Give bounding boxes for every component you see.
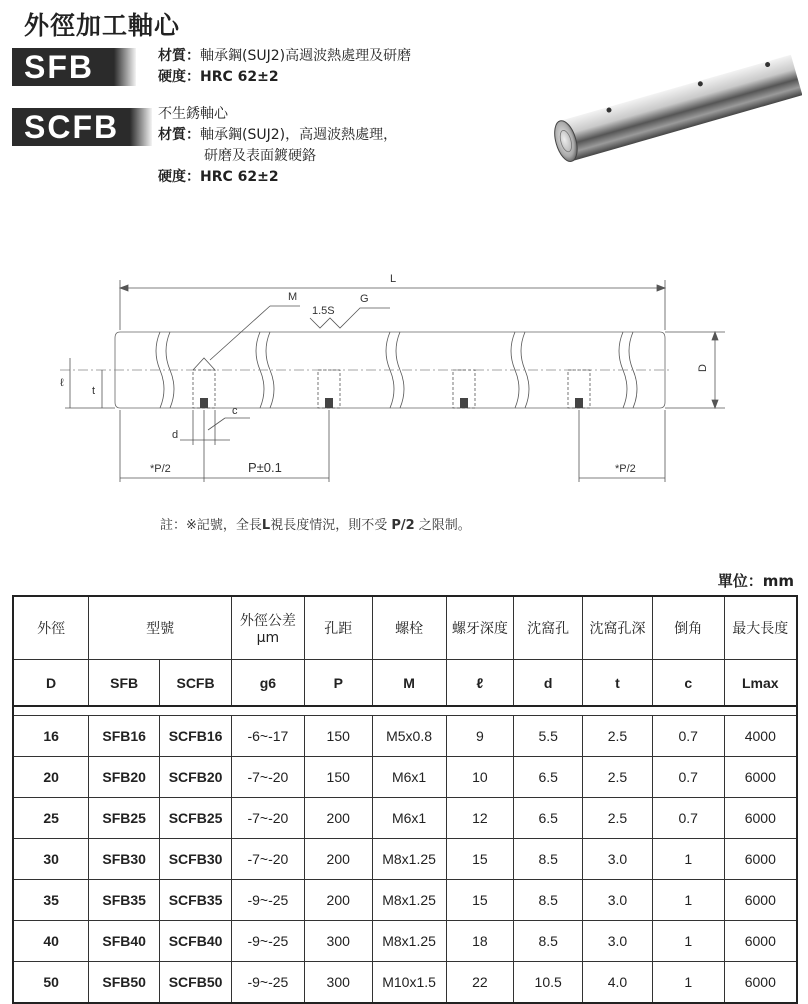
table-cell: 22: [446, 962, 514, 1004]
table-cell: 4000: [724, 716, 797, 757]
table-cell: 300: [304, 962, 372, 1004]
table-cell: -9~-25: [232, 880, 305, 921]
header-cell: 螺牙深度: [446, 596, 514, 660]
spacer-cell: [13, 706, 797, 716]
label-ell: ℓ: [60, 377, 64, 389]
scfb-material-1: 軸承鋼(SUJ2)，高週波熱處理，: [200, 127, 398, 143]
scfb-material-label: 材質：: [158, 127, 200, 143]
label-pitch: P±0.1: [248, 460, 282, 475]
table-cell: 12: [446, 798, 514, 839]
table-cell: -7~-20: [232, 839, 305, 880]
spec-table: [12, 595, 798, 1004]
table-cell: SFB20: [89, 757, 160, 798]
scfb-hardness-label: 硬度：: [158, 169, 200, 185]
shaft-photo: [540, 40, 802, 170]
table-cell: 200: [304, 798, 372, 839]
sfb-spec: [158, 46, 411, 88]
page-title: 外徑加工軸心: [24, 11, 181, 40]
header-cell: c: [652, 660, 724, 707]
header-cell: 孔距: [304, 596, 372, 660]
label-D: D: [697, 364, 709, 372]
table-cell: 150: [304, 757, 372, 798]
header-cell: SCFB: [160, 660, 232, 707]
label-d: d: [172, 429, 179, 441]
table-cell: 5.5: [514, 716, 583, 757]
table-cell: 25: [13, 798, 89, 839]
table-cell: 30: [13, 839, 89, 880]
table-cell: 2.5: [583, 716, 653, 757]
table-cell: 15: [446, 880, 514, 921]
table-cell: M8x1.25: [372, 880, 446, 921]
table-cell: 10: [446, 757, 514, 798]
table-cell: 6.5: [514, 798, 583, 839]
table-cell: SFB40: [89, 921, 160, 962]
header-cell: M: [372, 660, 446, 707]
table-cell: 3.0: [583, 839, 653, 880]
note-prefix: 註：※記號，全長: [160, 518, 262, 533]
table-cell: 6000: [724, 962, 797, 1004]
table-cell: M6x1: [372, 798, 446, 839]
table-cell: M8x1.25: [372, 839, 446, 880]
sfb-material: 軸承鋼(SUJ2)高週波熱處理及研磨: [200, 48, 412, 64]
header-cell: ℓ: [446, 660, 514, 707]
table-cell: -6~-17: [232, 716, 305, 757]
table-cell: 40: [13, 921, 89, 962]
table-cell: SFB16: [89, 716, 160, 757]
table-cell: 0.7: [652, 716, 724, 757]
table-cell: SCFB30: [160, 839, 232, 880]
table-cell: 200: [304, 880, 372, 921]
label-M: M: [288, 291, 298, 303]
sfb-material-label: 材質：: [158, 48, 200, 64]
header-cell: 外徑: [13, 596, 89, 660]
table-cell: SCFB25: [160, 798, 232, 839]
table-cell: 0.7: [652, 757, 724, 798]
sfb-hardness-label: 硬度：: [158, 69, 200, 85]
table-cell: SFB35: [89, 880, 160, 921]
table-row: [13, 839, 797, 880]
table-cell: SCFB40: [160, 921, 232, 962]
table-row: [13, 921, 797, 962]
table-row: [13, 716, 797, 757]
table-cell: SCFB16: [160, 716, 232, 757]
table-cell: 15: [446, 839, 514, 880]
table-cell: SCFB20: [160, 757, 232, 798]
table-cell: 1: [652, 839, 724, 880]
table-cell: 6.5: [514, 757, 583, 798]
spacer-row: [13, 706, 797, 716]
table-cell: 300: [304, 921, 372, 962]
table-cell: 9: [446, 716, 514, 757]
table-row: [13, 798, 797, 839]
table-cell: 8.5: [514, 880, 583, 921]
header-cell: 沈窩孔: [514, 596, 583, 660]
table-cell: 1: [652, 962, 724, 1004]
table-cell: 10.5: [514, 962, 583, 1004]
scfb-hardness-line: [158, 167, 397, 188]
header-row-2: [13, 660, 797, 707]
table-cell: 1: [652, 880, 724, 921]
table-cell: M5x0.8: [372, 716, 446, 757]
sfb-hardness-line: [158, 67, 411, 88]
table-cell: 6000: [724, 839, 797, 880]
table-cell: 2.5: [583, 757, 653, 798]
table-cell: 6000: [724, 921, 797, 962]
table-cell: 6000: [724, 880, 797, 921]
table-cell: 6000: [724, 757, 797, 798]
header-cell: g6: [232, 660, 305, 707]
table-cell: 18: [446, 921, 514, 962]
header-cell: d: [514, 660, 583, 707]
footnote: [160, 514, 471, 533]
table-cell: 3.0: [583, 921, 653, 962]
table-cell: 2.5: [583, 798, 653, 839]
table-cell: 8.5: [514, 839, 583, 880]
table-cell: SFB30: [89, 839, 160, 880]
table-row: [13, 757, 797, 798]
label-c: c: [232, 405, 238, 417]
note-bold-2: P/2: [391, 518, 415, 533]
table-cell: SFB50: [89, 962, 160, 1004]
scfb-material-2: 研磨及表面鍍硬鉻: [204, 148, 316, 164]
label-p-half-right: *P/2: [615, 463, 636, 475]
table-cell: SCFB35: [160, 880, 232, 921]
header-cell: t: [583, 660, 653, 707]
sfb-badge: SFB: [12, 48, 134, 86]
table-cell: 4.0: [583, 962, 653, 1004]
table-cell: 3.0: [583, 880, 653, 921]
sfb-hardness: HRC 62±2: [200, 69, 279, 85]
header-cell: 螺栓: [372, 596, 446, 660]
table-cell: 200: [304, 839, 372, 880]
header-cell: 倒角: [652, 596, 724, 660]
table-cell: 8.5: [514, 921, 583, 962]
header-cell: 最大長度: [724, 596, 797, 660]
sfb-material-line: [158, 46, 411, 67]
scfb-subtitle: 不生銹軸心: [158, 106, 228, 122]
note-bold-1: L: [261, 518, 271, 533]
table-cell: -9~-25: [232, 921, 305, 962]
header-cell: 外徑公差μm: [232, 596, 305, 660]
table-cell: 6000: [724, 798, 797, 839]
table-cell: M10x1.5: [372, 962, 446, 1004]
table-cell: SFB25: [89, 798, 160, 839]
header-cell: SFB: [89, 660, 160, 707]
shaft-drawing: [60, 270, 740, 485]
table-cell: 50: [13, 962, 89, 1004]
note-suffix: 之限制。: [414, 518, 471, 533]
table-cell: 35: [13, 880, 89, 921]
label-G: G: [360, 293, 369, 305]
table-cell: M6x1: [372, 757, 446, 798]
unit-label: 單位：mm: [717, 572, 794, 590]
header-row-1: [13, 596, 797, 660]
table-cell: SCFB50: [160, 962, 232, 1004]
scfb-badge: SCFB: [12, 108, 150, 146]
header-cell: 沈窩孔深: [583, 596, 653, 660]
table-row: [13, 962, 797, 1004]
table-cell: M8x1.25: [372, 921, 446, 962]
label-L: L: [390, 273, 397, 285]
table-cell: 0.7: [652, 798, 724, 839]
table-cell: -7~-20: [232, 757, 305, 798]
table-cell: -7~-20: [232, 798, 305, 839]
table-cell: 20: [13, 757, 89, 798]
label-finish: 1.5S: [312, 305, 335, 317]
scfb-spec: [158, 104, 397, 188]
header-cell: 型號: [89, 596, 232, 660]
header-cell: P: [304, 660, 372, 707]
table-row: [13, 880, 797, 921]
label-t: t: [92, 385, 96, 397]
scfb-hardness: HRC 62±2: [200, 169, 279, 185]
table-body: [13, 716, 797, 1004]
table-cell: -9~-25: [232, 962, 305, 1004]
scfb-material-line: [158, 125, 397, 146]
table-cell: 150: [304, 716, 372, 757]
table-cell: 16: [13, 716, 89, 757]
table-cell: 1: [652, 921, 724, 962]
header-cell: D: [13, 660, 89, 707]
label-p-half-left: *P/2: [150, 463, 171, 475]
header-cell: Lmax: [724, 660, 797, 707]
note-middle: 視長度情況，則不受: [270, 518, 392, 533]
